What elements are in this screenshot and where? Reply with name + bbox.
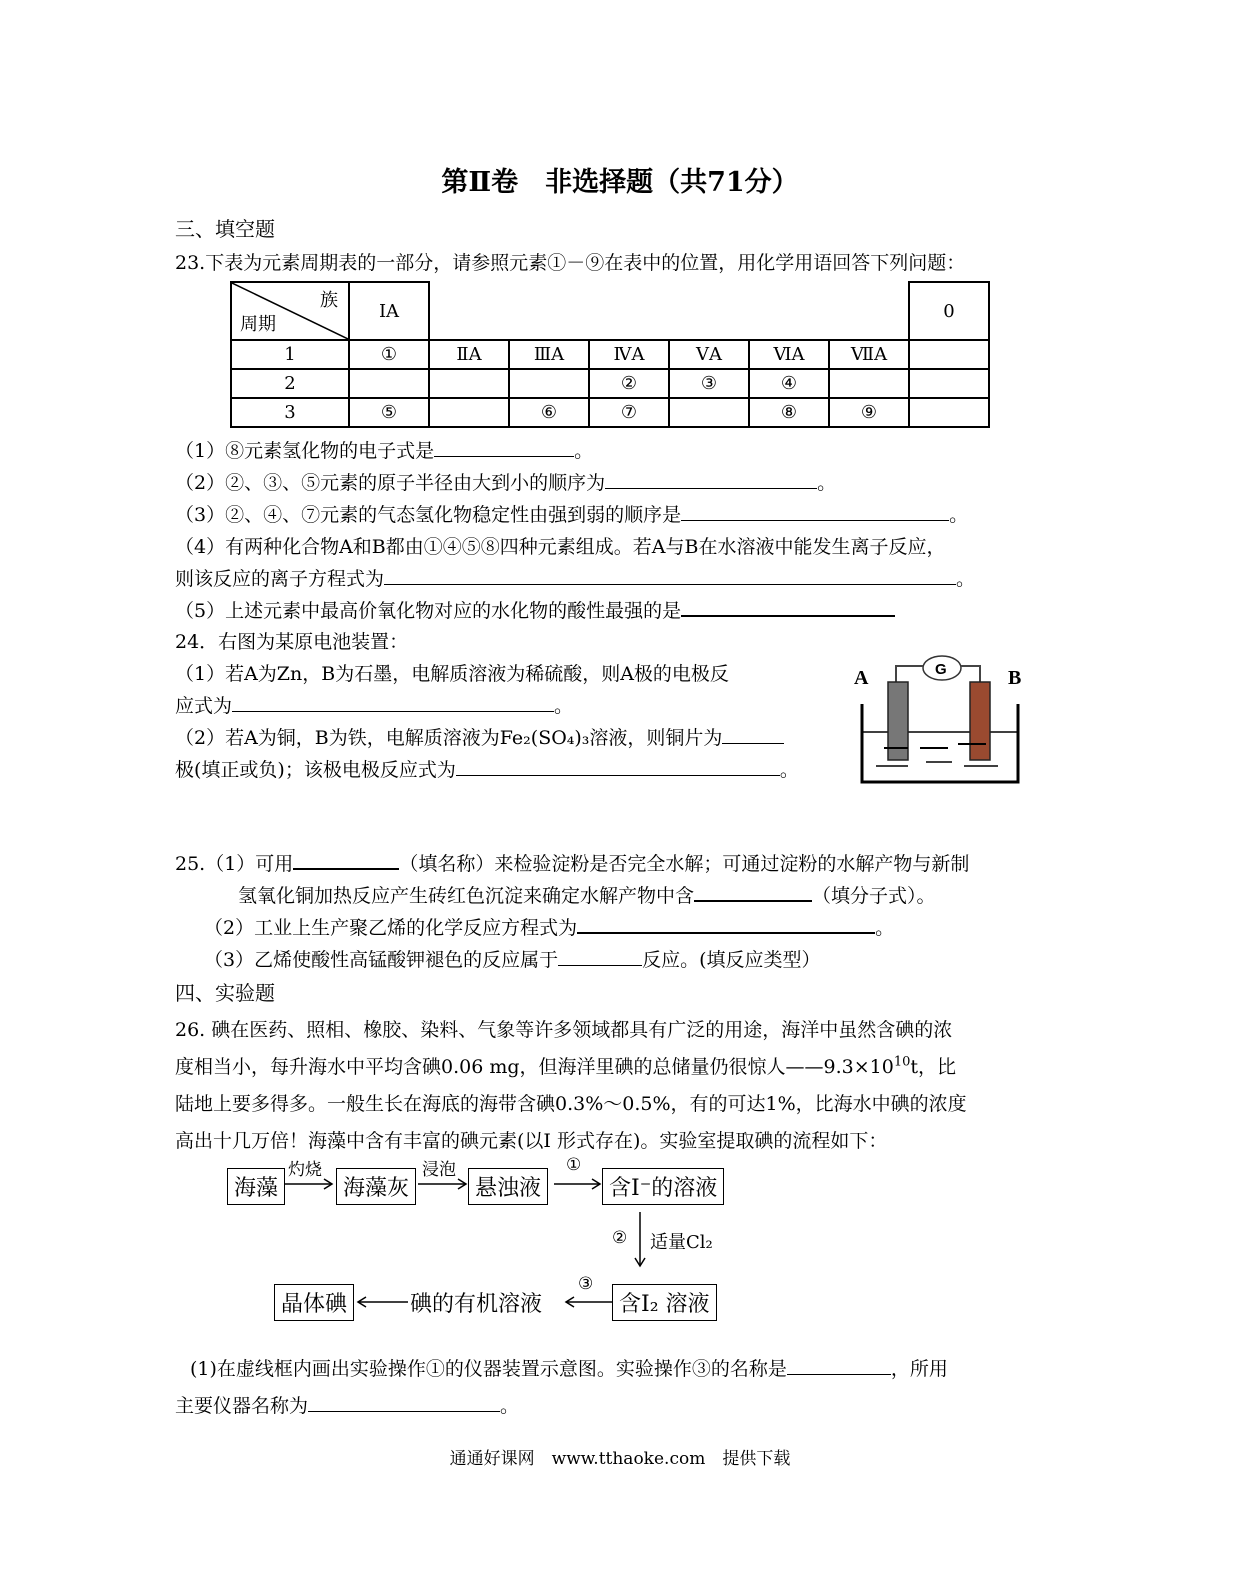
q24-part2b (175, 755, 799, 782)
galvanic-cell-diagram (848, 650, 1038, 790)
q23-part5 (175, 596, 895, 623)
header-1a: ⅠA (349, 282, 429, 340)
q25-part1a-text: 25.（1）可用 (175, 853, 294, 875)
q26-part1c-text: 主要仪器名称为 (175, 1395, 309, 1417)
table-cell: ⅣA (589, 340, 669, 369)
q25-part3b-text: 反应。(填反应类型） (642, 949, 821, 971)
table-cell: 1 (231, 340, 349, 369)
right-arrow-icon (418, 1178, 470, 1190)
table-cell (829, 369, 909, 398)
flow-arrow-label-cl2: 适量Cl₂ (650, 1232, 713, 1253)
q25-part2-text: （2）工业上生产聚乙烯的化学反应方程式为 (204, 917, 578, 939)
table-cell: ① (349, 340, 429, 369)
answer-blank[interactable] (384, 568, 956, 585)
flow-box-suspension: 悬浊液 (468, 1168, 548, 1205)
answer-blank[interactable] (293, 852, 399, 870)
q23-part3 (175, 500, 968, 527)
table-gap (429, 282, 909, 340)
q24-part2a-text: （2）若A为铜，B为铁，电解质溶液为Fe₂(SO₄)₃溶液，则铜片为 (175, 727, 723, 749)
q26-part1c (175, 1391, 519, 1418)
flow-box-iodide-solution: 含I⁻的溶液 (602, 1168, 724, 1205)
table-cell: ⅢA (509, 340, 589, 369)
answer-blank[interactable] (558, 949, 642, 966)
period: 。 (949, 504, 969, 526)
q26-line2b: t，比 (910, 1056, 957, 1078)
left-arrow-icon (354, 1296, 408, 1308)
wire-left (896, 666, 923, 682)
flow-arrow-label-step2: ② (612, 1228, 628, 1248)
answer-blank[interactable] (232, 695, 554, 712)
table-cell: ⅥA (749, 340, 829, 369)
q24-part1b (175, 691, 573, 718)
table-cell: ③ (669, 369, 749, 398)
table-cell: ⑧ (749, 398, 829, 427)
q26-part1b-text: ，所用 (890, 1358, 948, 1380)
flow-box-crystal-iodine: 晶体碘 (274, 1284, 354, 1321)
period: 。 (956, 568, 976, 590)
electrode-b (970, 682, 990, 760)
page-title: 第Ⅱ卷 非选择题（共71分） (441, 167, 799, 198)
q26-part1a (190, 1354, 948, 1381)
answer-blank[interactable] (456, 759, 780, 776)
q25-part1c (238, 881, 936, 908)
table-cell (909, 398, 989, 427)
left-arrow-icon (562, 1296, 612, 1308)
period: 。 (779, 759, 799, 781)
period: 。 (554, 695, 574, 717)
q23-part1-text: （1）⑧元素氢化物的电子式是 (175, 440, 435, 462)
answer-blank[interactable] (681, 504, 949, 521)
table-cell (909, 340, 989, 369)
q24-part1a: （1）若A为Zn，B为石墨，电解质溶液为稀硫酸，则A极的电极反 (175, 663, 729, 685)
answer-blank[interactable] (605, 472, 817, 489)
q24-stem: 24．右图为某原电池装置： (175, 631, 409, 653)
q26-part1a-text: (1)在虚线框内画出实验操作①的仪器装置示意图。实验操作③的名称是 (190, 1358, 787, 1380)
flow-arrow-label-step1: ① (566, 1155, 582, 1175)
q24-part2a (175, 723, 784, 750)
table-cell (509, 369, 589, 398)
flow-box-seaweed-ash: 海藻灰 (336, 1168, 416, 1205)
q25-part1a (175, 849, 969, 876)
table-cell: ② (589, 369, 669, 398)
q23-part2-text: （2）②、③、⑤元素的原子半径由大到小的顺序为 (175, 472, 606, 494)
flow-arrow-label-burn: 灼烧 (288, 1160, 322, 1180)
answer-blank[interactable] (308, 1395, 500, 1412)
q25-part3 (204, 945, 821, 972)
table-cell: ⅡA (429, 340, 509, 369)
q26-line2 (175, 1052, 956, 1079)
q23-part3-text: （3）②、④、⑦元素的气态氢化物稳定性由强到弱的顺序是 (175, 504, 682, 526)
q26-line3: 陆地上要多得多。一般生长在海底的海带含碘0.3%～0.5%，有的可达1%，比海水中碘的浓度 (175, 1093, 967, 1115)
flow-box-seaweed: 海藻 (227, 1168, 285, 1205)
q26-line4: 高出十几万倍！海藻中含有丰富的碘元素(以I 形式存在)。实验室提取碘的流程如下： (175, 1130, 888, 1152)
q25-part1b-text: （填名称）来检验淀粉是否完全水解；可通过淀粉的水解产物与新制 (399, 853, 970, 875)
answer-blank[interactable] (577, 916, 875, 934)
period: 。 (500, 1395, 520, 1417)
footer: 通通好课网 www.tthaoke.com 提供下载 (449, 1449, 791, 1469)
q23-part5-text: （5）上述元素中最高价氧化物对应的水化物的酸性最强的是 (175, 600, 682, 622)
q23-part4b-text: 则该反应的离子方程式为 (175, 568, 385, 590)
table-row (231, 369, 989, 398)
table-cell: 3 (231, 398, 349, 427)
answer-blank[interactable] (787, 1358, 891, 1375)
period: 。 (875, 917, 895, 939)
table-row (231, 340, 989, 369)
table-cell: 2 (231, 369, 349, 398)
corner-label-group: 族 (320, 290, 338, 311)
table-cell: ⑥ (509, 398, 589, 427)
period: 。 (817, 472, 837, 494)
table-cell: ⑦ (589, 398, 669, 427)
beaker (862, 704, 1018, 782)
right-arrow-icon (554, 1178, 604, 1190)
q23-part2 (175, 468, 836, 495)
table-cell: ⅤA (669, 340, 749, 369)
flow-arrow-label-step3: ③ (578, 1274, 594, 1294)
answer-blank[interactable] (694, 884, 812, 902)
table-cell (429, 398, 509, 427)
table-cell (349, 369, 429, 398)
q26-line1: 26. 碘在医药、照相、橡胶、染料、气象等许多领域都具有广泛的用途，海洋中虽然含碘的浓 (175, 1019, 953, 1041)
q24-part2b-text: 极(填正或负)；该极电极反应式为 (175, 759, 456, 781)
q23-stem: 23.下表为元素周期表的一部分，请参照元素①－⑨在表中的位置，用化学用语回答下列问题： (175, 252, 966, 274)
flow-box-iodine-solution: 含I₂ 溶液 (612, 1284, 717, 1321)
answer-blank[interactable] (434, 440, 574, 457)
down-arrow-icon (634, 1212, 646, 1270)
answer-blank[interactable] (681, 599, 895, 617)
q23-part1 (175, 436, 593, 463)
electrode-a-label: A (854, 667, 869, 689)
q23-part4b (175, 564, 975, 591)
electrode-b-label: B (1008, 667, 1022, 689)
section-heading-fill-in: 三、填空题 (175, 217, 275, 241)
period: 。 (574, 440, 594, 462)
wire-right (961, 666, 980, 682)
q26-line2a: 度相当小，每升海水中平均含碘0.06 mg，但海洋里碘的总储量仍很惊人——9.3×10 (175, 1056, 894, 1078)
table-cell: ⅦA (829, 340, 909, 369)
flow-node-organic-solution: 碘的有机溶液 (410, 1292, 543, 1317)
q25-part2 (204, 913, 894, 940)
section-heading-experiment: 四、实验题 (175, 981, 275, 1005)
q25-part1d-text: （填分子式）。 (812, 885, 936, 907)
table-corner-cell (231, 282, 349, 340)
q25-part1c-text: 氢氧化铜加热反应产生砖红色沉淀来确定水解产物中含 (238, 885, 695, 907)
right-arrow-icon (284, 1178, 336, 1190)
q25-part3a-text: （3）乙烯使酸性高锰酸钾褪色的反应属于 (204, 949, 559, 971)
table-row (231, 398, 989, 427)
table-cell: ④ (749, 369, 829, 398)
table-cell (669, 398, 749, 427)
periodic-table (230, 281, 990, 428)
galvanometer-label: G (935, 661, 947, 678)
table-cell: ⑤ (349, 398, 429, 427)
q23-part4a: （4）有两种化合物A和B都由①④⑤⑧四种元素组成。若A与B在水溶液中能发生离子反应， (175, 536, 946, 558)
table-cell: ⑨ (829, 398, 909, 427)
corner-label-period: 周期 (240, 314, 276, 335)
table-cell (429, 369, 509, 398)
q24-part1b-text: 应式为 (175, 695, 233, 717)
flow-arrow-label-soak: 浸泡 (422, 1160, 456, 1180)
answer-blank[interactable] (722, 727, 784, 744)
header-0: 0 (909, 282, 989, 340)
exponent: 10 (893, 1054, 911, 1070)
table-cell (909, 369, 989, 398)
